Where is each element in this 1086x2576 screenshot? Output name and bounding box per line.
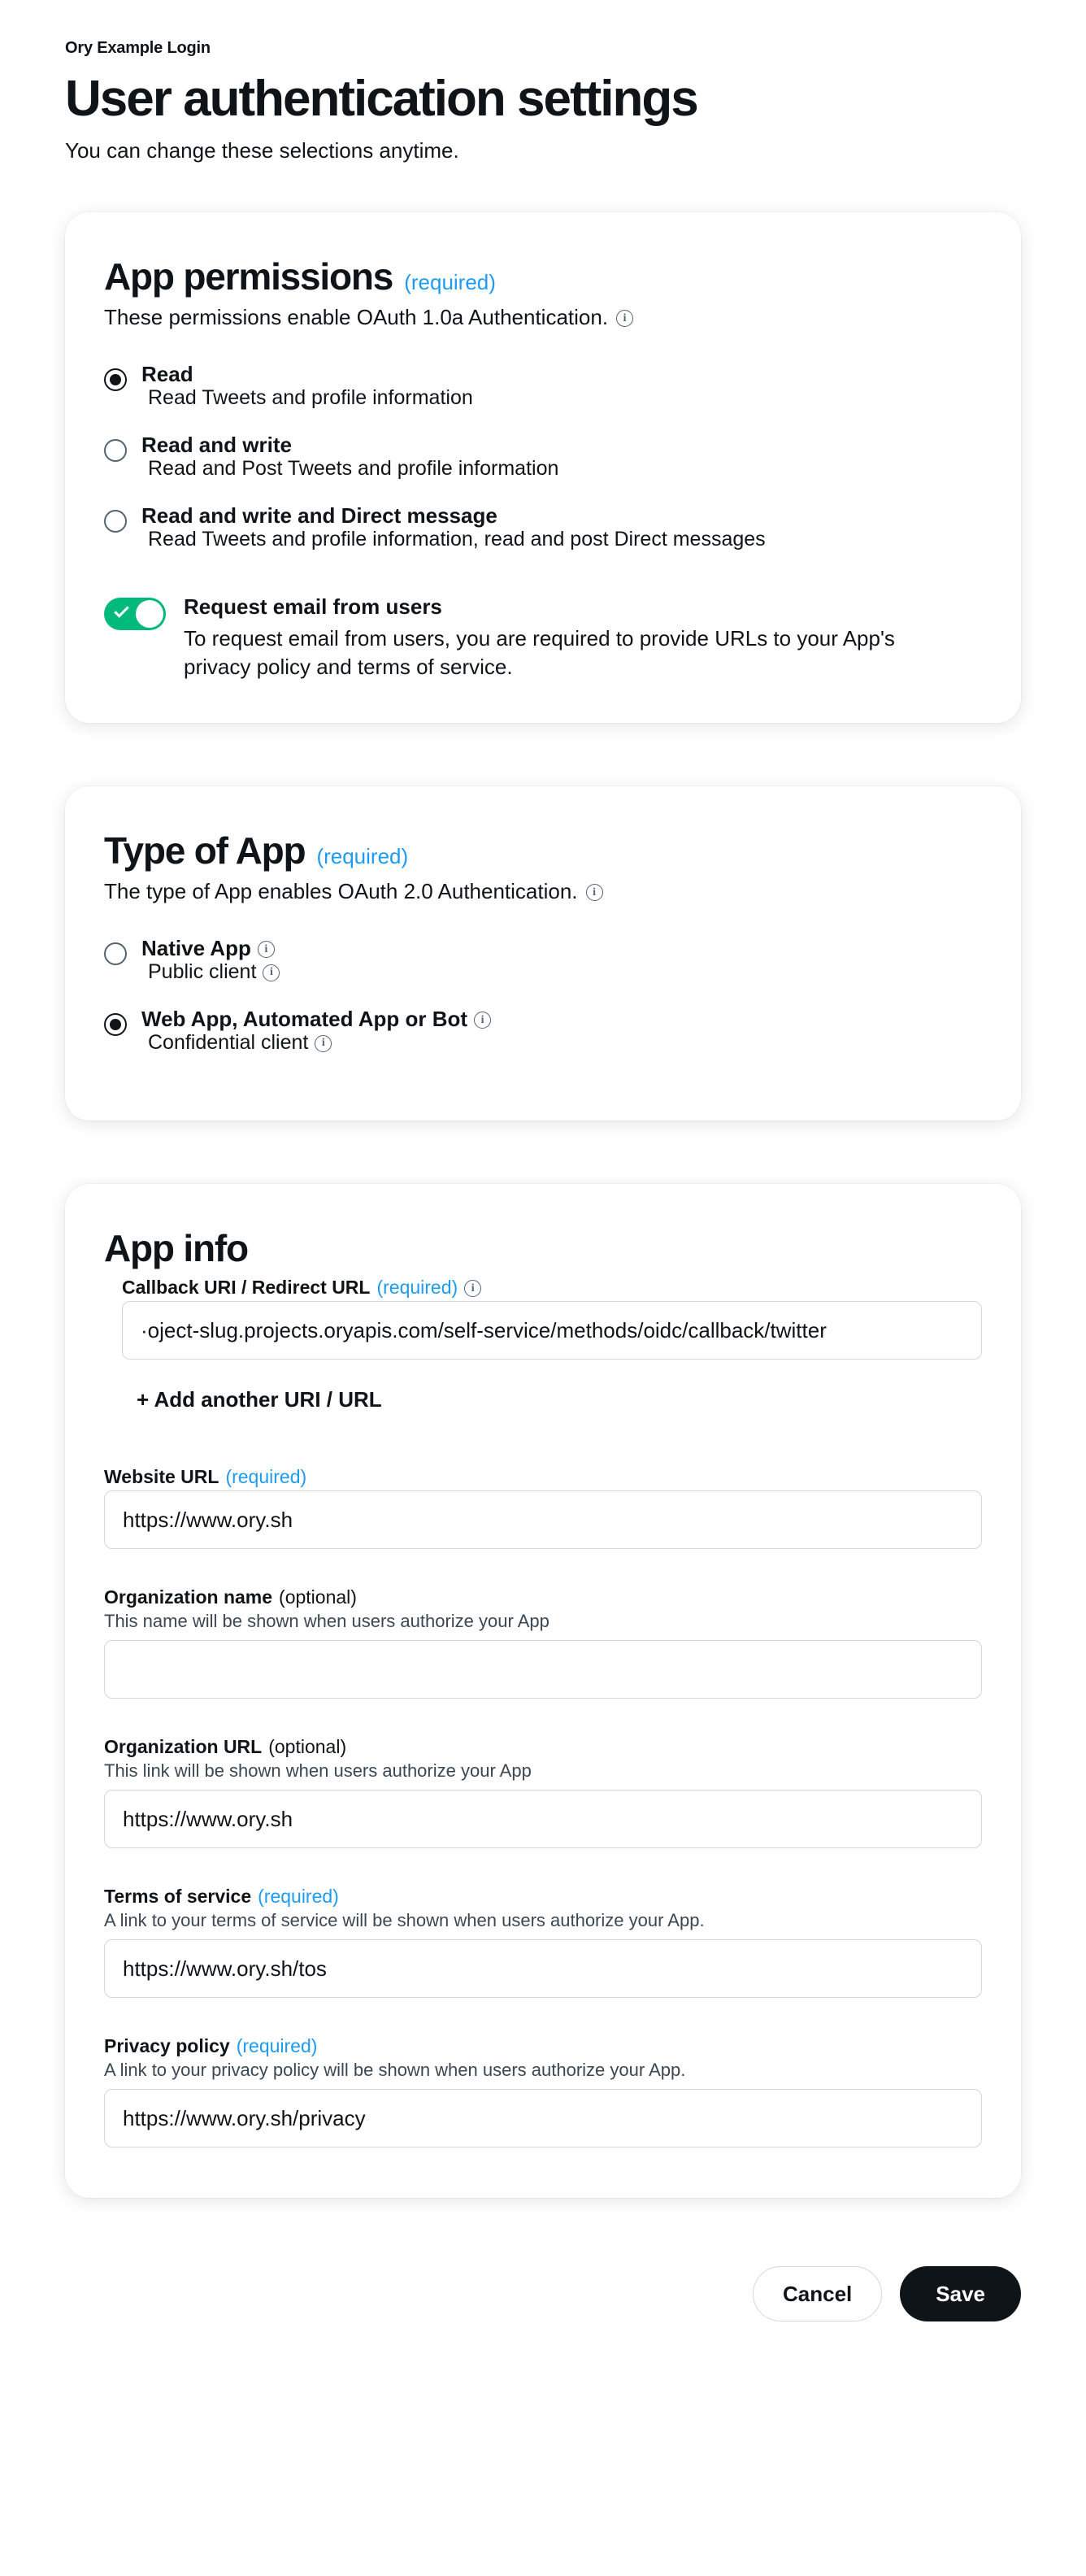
terms-of-service-help: A link to your terms of service will be shown when users authorize your App. bbox=[104, 1910, 705, 1931]
terms-of-service-required-tag: (required) bbox=[258, 1886, 339, 1908]
organization-url-optional-tag: (optional) bbox=[268, 1736, 347, 1758]
organization-name-help: This name will be shown when users authorize your App bbox=[104, 1611, 550, 1632]
brand-name: Ory Example Login bbox=[65, 39, 211, 57]
info-icon[interactable] bbox=[474, 1012, 491, 1029]
organization-url-input[interactable] bbox=[104, 1790, 982, 1848]
radio-icon[interactable] bbox=[104, 942, 127, 965]
app-permissions-title-text: App permissions bbox=[104, 255, 393, 298]
permission-option-label: Read bbox=[141, 362, 193, 387]
info-icon[interactable] bbox=[315, 1035, 332, 1052]
callback-label-text: Callback URI / Redirect URL bbox=[122, 1277, 371, 1299]
website-url-label-text: Website URL bbox=[104, 1466, 219, 1488]
radio-icon[interactable] bbox=[104, 368, 127, 391]
info-icon[interactable] bbox=[586, 884, 603, 901]
type-of-app-description-text: The type of App enables OAuth 2.0 Authentication. bbox=[104, 879, 578, 904]
radio-icon[interactable] bbox=[104, 1013, 127, 1036]
app-info-title bbox=[104, 1226, 982, 1270]
privacy-policy-help: A link to your privacy policy will be shown when users authorize your App. bbox=[104, 2060, 686, 2081]
request-email-toggle-row[interactable] bbox=[104, 594, 982, 681]
type-of-app-title bbox=[104, 829, 982, 872]
app-type-option-label-text: Web App, Automated App or Bot bbox=[141, 1007, 468, 1032]
type-of-app-card bbox=[65, 786, 1021, 1120]
info-icon[interactable] bbox=[263, 964, 280, 981]
callback-uri-input[interactable] bbox=[122, 1301, 982, 1360]
organization-name-label-text: Organization name bbox=[104, 1586, 273, 1608]
request-email-description: To request email from users, you are required to provide URLs to your App's privacy policy and terms of service. bbox=[184, 626, 895, 679]
page-subtitle: You can change these selections anytime. bbox=[65, 138, 459, 163]
page-header bbox=[65, 39, 1021, 163]
organization-name-input[interactable] bbox=[104, 1640, 982, 1699]
form-actions bbox=[65, 2261, 1021, 2321]
type-of-app-description bbox=[104, 879, 982, 904]
app-permissions-description-text: These permissions enable OAuth 1.0a Authentication. bbox=[104, 305, 609, 330]
app-type-option-description-text: Public client bbox=[148, 960, 257, 984]
permission-option-description: Read Tweets and profile information bbox=[148, 386, 473, 410]
privacy-policy-label bbox=[104, 2035, 982, 2057]
organization-name-field bbox=[104, 1586, 982, 1699]
permission-option-read[interactable] bbox=[104, 363, 982, 409]
app-type-option-web[interactable] bbox=[104, 1007, 982, 1054]
page-title: User authentication settings bbox=[65, 71, 697, 127]
info-icon[interactable] bbox=[616, 310, 633, 327]
terms-of-service-field bbox=[104, 1886, 982, 1998]
app-type-option-label bbox=[141, 1007, 491, 1031]
permission-option-description: Read and Post Tweets and profile information bbox=[148, 457, 559, 481]
app-permissions-card bbox=[65, 212, 1021, 723]
toggle-knob bbox=[136, 600, 163, 628]
terms-of-service-label bbox=[104, 1886, 982, 1908]
app-info-card bbox=[65, 1184, 1021, 2198]
cancel-button[interactable]: Cancel bbox=[753, 2266, 882, 2321]
permission-option-label: Read and write bbox=[141, 433, 292, 458]
permission-option-label: Read and write and Direct message bbox=[141, 503, 497, 529]
website-url-field bbox=[104, 1466, 982, 1549]
app-info-title-text: App info bbox=[104, 1227, 248, 1270]
info-icon[interactable] bbox=[464, 1280, 481, 1297]
app-permissions-required-tag: (required) bbox=[404, 270, 496, 295]
website-url-required-tag: (required) bbox=[225, 1466, 307, 1488]
organization-url-help: This link will be shown when users authorize your App bbox=[104, 1760, 532, 1782]
app-permissions-title bbox=[104, 255, 982, 298]
privacy-policy-input[interactable] bbox=[104, 2089, 982, 2147]
type-of-app-required-tag: (required) bbox=[316, 844, 409, 869]
organization-url-field bbox=[104, 1736, 982, 1848]
toggle-switch-icon[interactable] bbox=[104, 598, 166, 630]
website-url-label bbox=[104, 1466, 982, 1488]
callback-field bbox=[104, 1277, 982, 1466]
organization-url-label bbox=[104, 1736, 982, 1758]
app-type-option-label-text: Native App bbox=[141, 936, 251, 961]
check-icon bbox=[114, 603, 128, 618]
privacy-policy-field bbox=[104, 2035, 982, 2147]
organization-url-label-text: Organization URL bbox=[104, 1736, 263, 1758]
app-type-option-description bbox=[141, 960, 280, 983]
info-icon[interactable] bbox=[258, 941, 275, 958]
organization-name-optional-tag: (optional) bbox=[279, 1586, 357, 1608]
permission-option-read-write[interactable] bbox=[104, 433, 982, 480]
app-type-option-description bbox=[141, 1031, 491, 1054]
organization-name-label bbox=[104, 1586, 982, 1608]
request-email-label: Request email from users bbox=[184, 594, 442, 620]
radio-icon[interactable] bbox=[104, 439, 127, 462]
app-type-option-native[interactable] bbox=[104, 937, 982, 983]
callback-label bbox=[122, 1277, 982, 1299]
callback-required-tag: (required) bbox=[376, 1277, 458, 1299]
save-button[interactable]: Save bbox=[900, 2266, 1021, 2321]
terms-of-service-label-text: Terms of service bbox=[104, 1886, 252, 1908]
permission-option-read-write-dm[interactable] bbox=[104, 504, 982, 550]
permission-option-description: Read Tweets and profile information, read and post Direct messages bbox=[148, 528, 766, 551]
website-url-input[interactable] bbox=[104, 1490, 982, 1549]
app-type-option-label bbox=[141, 937, 280, 960]
app-permissions-description bbox=[104, 305, 982, 330]
terms-of-service-input[interactable] bbox=[104, 1939, 982, 1998]
type-of-app-title-text: Type of App bbox=[104, 829, 306, 872]
radio-icon[interactable] bbox=[104, 510, 127, 533]
privacy-policy-required-tag: (required) bbox=[236, 2035, 318, 2057]
privacy-policy-label-text: Privacy policy bbox=[104, 2035, 230, 2057]
add-another-uri-button[interactable]: + Add another URI / URL bbox=[137, 1387, 382, 1412]
app-type-option-description-text: Confidential client bbox=[148, 1031, 309, 1055]
